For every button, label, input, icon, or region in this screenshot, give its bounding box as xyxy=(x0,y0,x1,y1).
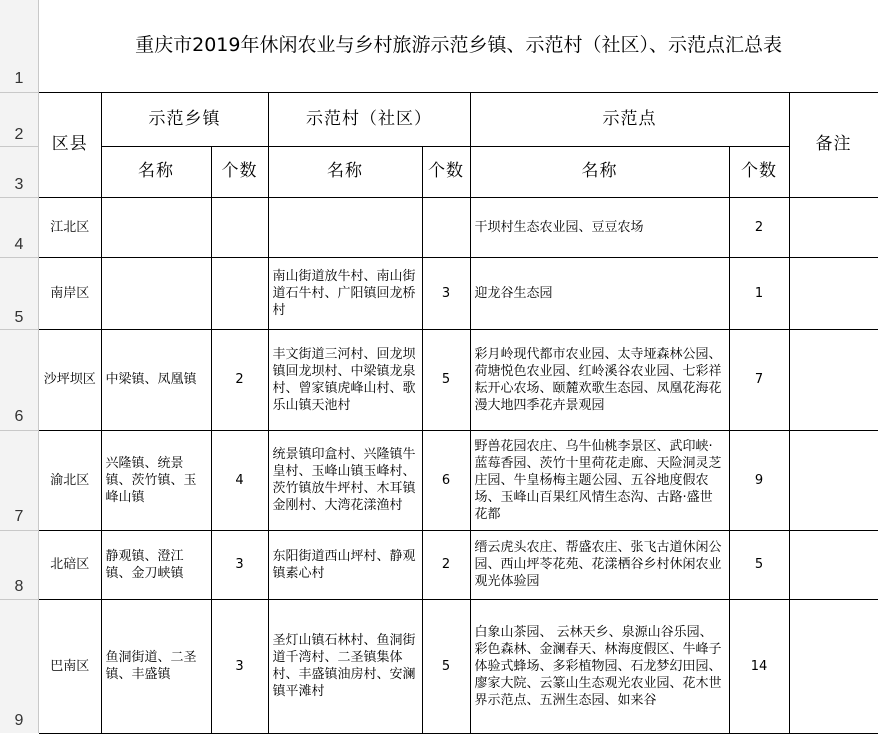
header-remark[interactable]: 备注 xyxy=(789,92,878,197)
cell-villages[interactable]: 丰文街道三河村、回龙坝镇回龙坝村、中梁镇龙泉村、曾家镇虎峰山村、歌乐山镇天池村 xyxy=(268,329,422,430)
table-row xyxy=(39,530,878,599)
cell-towns[interactable]: 兴隆镇、统景镇、茨竹镇、玉峰山镇 xyxy=(101,430,211,530)
header-district[interactable]: 区县 xyxy=(39,92,101,197)
cell-villages[interactable]: 东阳街道西山坪村、静观镇素心村 xyxy=(268,530,422,599)
cell-towns[interactable] xyxy=(101,257,211,329)
cell-remark[interactable] xyxy=(789,197,878,257)
cell-villages[interactable]: 统景镇印盒村、兴隆镇牛皇村、玉峰山镇玉峰村、茨竹镇放牛坪村、木耳镇金刚村、大湾花漾渔村 xyxy=(268,430,422,530)
cell-remark[interactable] xyxy=(789,530,878,599)
table-title[interactable]: 重庆市2019年休闲农业与乡村旅游示范乡镇、示范村（社区）、示范点汇总表 xyxy=(39,0,878,92)
cell-points[interactable]: 野兽花园农庄、乌牛仙桃李景区、武印峡·蓝莓香园、茨竹十里荷花走廊、天险洞灵芝庄园、牛皇杨梅主题公园、五谷地度假农场、玉峰山百果红风情生态沟、古路·盛世花都 xyxy=(470,430,729,530)
cell-point-count[interactable]: 5 xyxy=(729,530,789,599)
spreadsheet: 1 2 3 4 5 6 7 8 9 重庆市2019年休闲农业与乡村旅游示范乡镇、示范村（社区）、示范点汇总表 区县 示范乡镇 示范村（社区） 示范点 备注 名称 个数 名称 个数 名称 个数 江北区 干坝村生态农业园、豆豆农场 2 南岸区 南山街道放牛村、南山街道石牛村、广阳镇回龙桥村 3 迎龙谷生态园 1 沙坪坝区 中梁镇、凤凰镇 2 丰文街道三河村、回龙坝镇回龙坝村、中梁镇龙泉村、曾家镇虎峰山村、歌乐山镇天池村 5 彩月岭现代都市农业园、太寺垭森林公园、荷塘悦色农业园、红岭溪谷农业园、七彩祥耘开心农场、颐麓欢歌生态园、凤凰花海花漫大地四季花卉景观园 7 渝北区 兴隆镇、统景镇、茨竹镇、玉峰山镇 4 统景镇印盒村、兴隆镇牛皇村、玉峰山镇玉峰村、茨竹镇放牛坪村、木耳镇金刚村、大湾花漾渔村 6 野兽花园农庄、乌牛仙桃李景区、武印峡·蓝莓香园、茨竹十里荷花走廊、天险洞灵芝庄园、牛皇杨梅主题公园、五谷地度假农场、玉峰山百果红风情生态沟、古路·盛世花都 9 北碚区 静观镇、澄江镇、金刀峡镇 3 东阳街道西山坪村、静观镇素心村 2 缙云虎头农庄、帮盛农庄、张飞古道休闲公园、西山坪苓花苑、花漾栖谷乡村休闲农业观光体验园 5 巴南区 鱼洞街道、二圣镇、丰盛镇 3 圣灯山镇石林村、鱼洞街道千湾村、二圣镇集体村、丰盛镇油房村、安澜镇平滩村 5 白象山茶园、 云林天乡、泉源山谷乐园、彩色森林、金澜春天、林海度假区、牛峰子体验式蜂场、多彩植物园、石龙梦幻田园、廖家大院、云篆山生态观光农业园、花木世界示范点、五洲生态园、如来谷 14 xyxy=(0,0,878,733)
cell-district[interactable]: 南岸区 xyxy=(39,257,101,329)
cell-village-count[interactable]: 2 xyxy=(422,530,470,599)
cell-remark[interactable] xyxy=(789,599,878,733)
cell-town-count[interactable] xyxy=(211,197,268,257)
cell-town-count[interactable] xyxy=(211,257,268,329)
cell-remark[interactable] xyxy=(789,257,878,329)
cell-point-count[interactable]: 9 xyxy=(729,430,789,530)
summary-table xyxy=(39,0,878,734)
cell-remark[interactable] xyxy=(789,329,878,430)
cell-villages[interactable] xyxy=(268,197,422,257)
cell-town-count[interactable]: 3 xyxy=(211,530,268,599)
cell-towns[interactable] xyxy=(101,197,211,257)
cell-points[interactable]: 彩月岭现代都市农业园、太寺垭森林公园、荷塘悦色农业园、红岭溪谷农业园、七彩祥耘开心农场、颐麓欢歌生态园、凤凰花海花漫大地四季花卉景观园 xyxy=(470,329,729,430)
table-row xyxy=(39,257,878,329)
cell-town-count[interactable]: 4 xyxy=(211,430,268,530)
table-row xyxy=(39,329,878,430)
cell-point-count[interactable]: 2 xyxy=(729,197,789,257)
cell-district[interactable]: 江北区 xyxy=(39,197,101,257)
cell-remark[interactable] xyxy=(789,430,878,530)
cell-points[interactable]: 迎龙谷生态园 xyxy=(470,257,729,329)
header-demo-towns[interactable]: 示范乡镇 xyxy=(101,92,268,146)
header-point-name[interactable]: 名称 xyxy=(470,146,729,197)
header-demo-villages[interactable]: 示范村（社区） xyxy=(268,92,470,146)
table-row xyxy=(39,430,878,530)
cell-villages[interactable]: 南山街道放牛村、南山街道石牛村、广阳镇回龙桥村 xyxy=(268,257,422,329)
header-village-count[interactable]: 个数 xyxy=(422,146,470,197)
cell-village-count[interactable]: 3 xyxy=(422,257,470,329)
header-town-count[interactable]: 个数 xyxy=(211,146,268,197)
header-demo-points[interactable]: 示范点 xyxy=(470,92,789,146)
cell-towns[interactable]: 鱼洞街道、二圣镇、丰盛镇 xyxy=(101,599,211,733)
cell-villages[interactable]: 圣灯山镇石林村、鱼洞街道千湾村、二圣镇集体村、丰盛镇油房村、安澜镇平滩村 xyxy=(268,599,422,733)
cell-village-count[interactable]: 5 xyxy=(422,599,470,733)
cell-point-count[interactable]: 7 xyxy=(729,329,789,430)
cell-district[interactable]: 巴南区 xyxy=(39,599,101,733)
cell-points[interactable]: 白象山茶园、 云林天乡、泉源山谷乐园、彩色森林、金澜春天、林海度假区、牛峰子体验式蜂场、多彩植物园、石龙梦幻田园、廖家大院、云篆山生态观光农业园、花木世界示范点、五洲生态园、如来谷 xyxy=(470,599,729,733)
cell-district[interactable]: 北碚区 xyxy=(39,530,101,599)
cell-point-count[interactable]: 14 xyxy=(729,599,789,733)
cell-towns[interactable]: 中梁镇、凤凰镇 xyxy=(101,329,211,430)
cell-points[interactable]: 干坝村生态农业园、豆豆农场 xyxy=(470,197,729,257)
row-header-column xyxy=(0,0,39,733)
cell-district[interactable]: 沙坪坝区 xyxy=(39,329,101,430)
cell-village-count[interactable]: 5 xyxy=(422,329,470,430)
cell-village-count[interactable] xyxy=(422,197,470,257)
table-row xyxy=(39,197,878,257)
cell-district[interactable]: 渝北区 xyxy=(39,430,101,530)
header-village-name[interactable]: 名称 xyxy=(268,146,422,197)
header-point-count[interactable]: 个数 xyxy=(729,146,789,197)
cell-towns[interactable]: 静观镇、澄江镇、金刀峡镇 xyxy=(101,530,211,599)
cell-town-count[interactable]: 2 xyxy=(211,329,268,430)
cell-point-count[interactable]: 1 xyxy=(729,257,789,329)
cell-town-count[interactable]: 3 xyxy=(211,599,268,733)
table-row xyxy=(39,599,878,733)
cell-points[interactable]: 缙云虎头农庄、帮盛农庄、张飞古道休闲公园、西山坪苓花苑、花漾栖谷乡村休闲农业观光体验园 xyxy=(470,530,729,599)
cell-village-count[interactable]: 6 xyxy=(422,430,470,530)
header-town-name[interactable]: 名称 xyxy=(101,146,211,197)
